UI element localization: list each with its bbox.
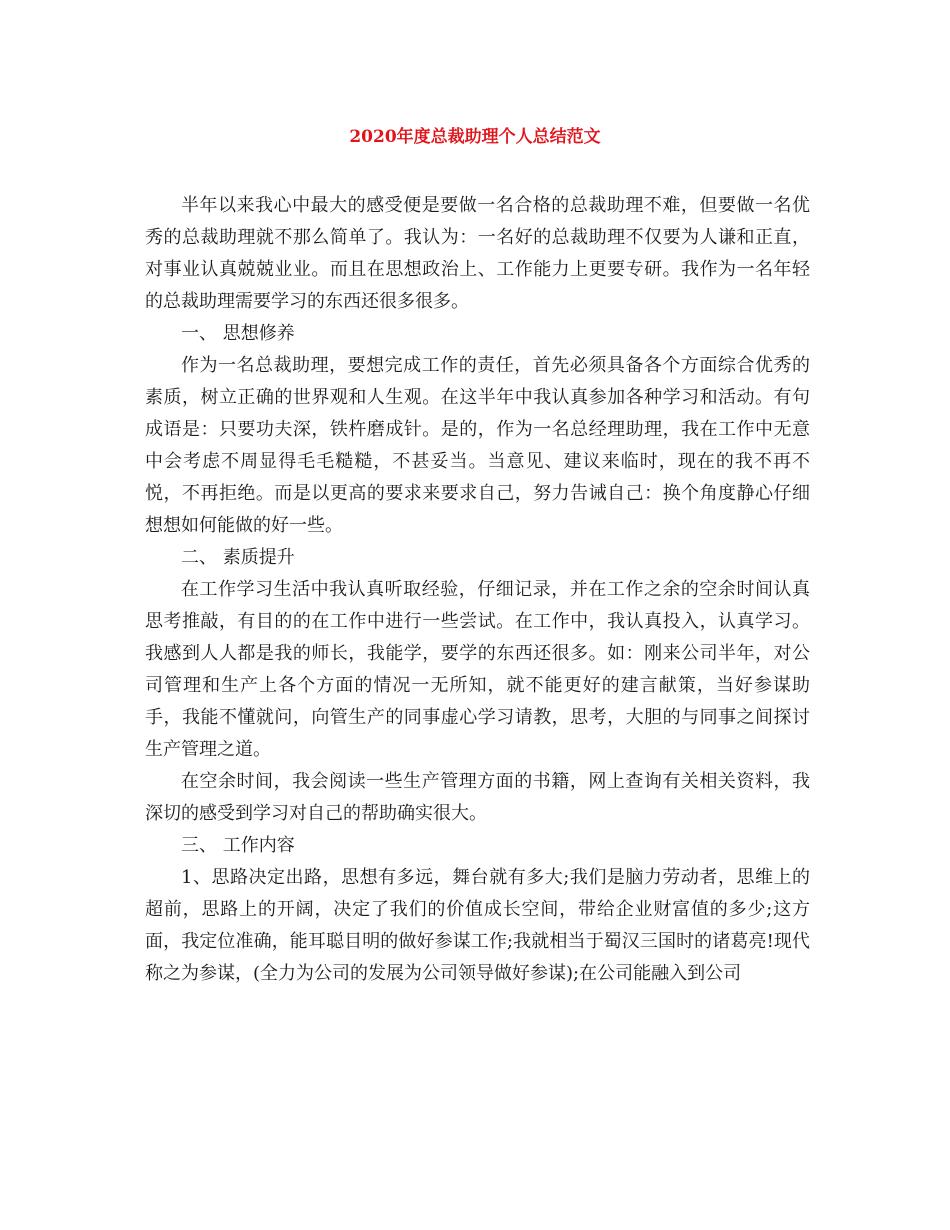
intro-paragraph: 半年以来我心中最大的感受便是要做一名合格的总裁助理不难，但要做一名优秀的总裁助理就不那么简单了。我认为：一名好的总裁助理不仅要为人谦和正直，对事业认真兢兢业业。而且在思想政治上、工作能力上更要专研。我作为一名年轻的总裁助理需要学习的东西还很多很多。 xyxy=(145,195,810,312)
section-2-paragraph-1: 在工作学习生活中我认真听取经验，仔细记录，并在工作之余的空余时间认真思考推敲，有目的的在工作中进行一些尝试。在工作中，我认真投入，认真学习。我感到人人都是我的师长，我能学，要学的东西还很多。如：刚来公司半年，对公司管理和生产上各个方面的情况一无所知，就不能更好的建言献策，当好参谋助手，我能不懂就问，向管生产的同事虚心学习请教，思考，大胆的与同事之间探讨生产管理之道。 xyxy=(145,579,810,760)
section-2-paragraph-2: 在空余时间，我会阅读一些生产管理方面的书籍，网上查询有关相关资料，我深切的感受到学习对自己的帮助确实很大。 xyxy=(145,771,810,824)
section-heading-3: 三、 工作内容 xyxy=(181,835,295,856)
section-1-paragraph: 作为一名总裁助理，要想完成工作的责任，首先必须具备各个方面综合优秀的素质，树立正确的世界观和人生观。在这半年中我认真参加各种学习和活动。有句成语是：只要功夫深，铁杵磨成针。是的，作为一名总经理助理，我在工作中无意中会考虑不周显得毛毛糙糙，不甚妥当。当意见、建议来临时，现在的我不再不悦，不再拒绝。而是以更高的要求来要求自己，努力告诫自己：换个角度静心仔细想想如何能做的好一些。 xyxy=(145,355,810,536)
document-title: 2020年度总裁助理个人总结范文 xyxy=(349,127,601,147)
section-heading-2: 二、 素质提升 xyxy=(181,547,295,568)
section-heading-1: 一、 思想修养 xyxy=(181,323,295,344)
section-3-paragraph-1: 1、思路决定出路，思想有多远，舞台就有多大;我们是脑力劳动者，思维上的超前，思路上的开阔，决定了我们的价值成长空间，带给企业财富值的多少;这方面，我定位准确，能耳聪目明的做好参谋工作;我就相当于蜀汉三国时的诸葛亮!现代称之为参谋，(全力为公司的发展为公司领导做好参谋);在公司能融入到公司 xyxy=(145,867,810,984)
document-body xyxy=(145,190,810,990)
